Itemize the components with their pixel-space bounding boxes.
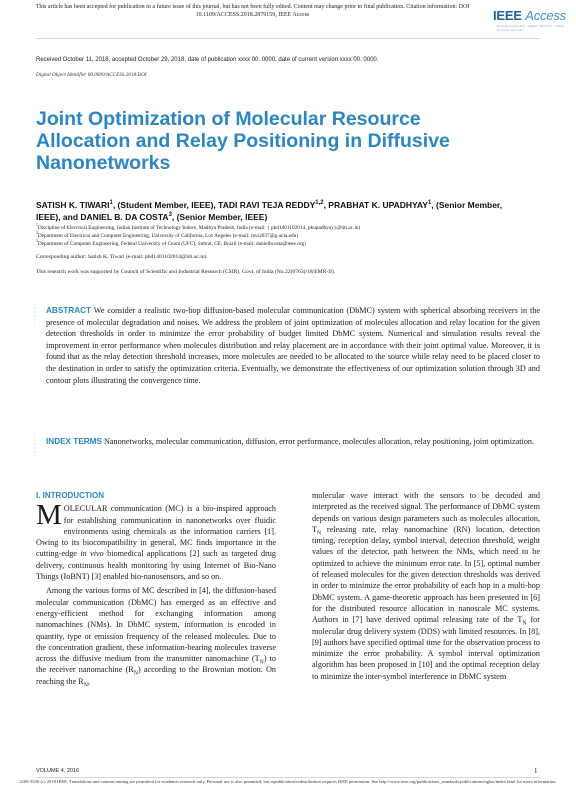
intro-emphasis: in vivo xyxy=(80,549,104,559)
right-column xyxy=(312,490,540,682)
affiliation-sup: 2 xyxy=(36,231,38,236)
subscript: N xyxy=(317,530,322,537)
intro-text: , xyxy=(87,676,90,686)
subscript: N xyxy=(83,682,88,689)
subscript: N xyxy=(259,659,264,666)
author-list xyxy=(36,199,506,223)
author-affil-sup: 3 xyxy=(168,212,172,219)
intro-text: biomedical applications [2] such as targeted drug delivery, continuous health monitoring by using Internet of Bio-Nano Things (IoBNT) [3] enabled bio-nanosensors, and so on. xyxy=(36,549,276,582)
abstract-heading: ABSTRACT xyxy=(46,306,92,315)
affiliation-text: Discipline of Electrical Engineering, Indian Institute of Technology Indore, Madhya Pradesh, India (e-mail: { phd1401102014, pkupadhyay}@iiti.ac.in) xyxy=(37,225,361,231)
intro-text: Among the various forms of MC described in [4], the diffusion-based molecular communication (DbMC) has emerged as an effective and energy-efficient method for exchanging information among nanomachines (NMs). In DbMC system, information is encoded in quantity, type or emission frequency of the released molecules. Due to the concentration gradient, these information-bearing molecules traverse across the diffusive medium from the transmitter nanomachine (T xyxy=(36,586,276,664)
abstract-text: We consider a realistic two-hop diffusion-based molecular communication (DbMC) system with spherical absorbing receivers in the presence of molecular degradation and noises. We address the problem of joint optimization of molecules allocation and relay location for the given detection thresholds in order to minimize the error probability of budget limited DbMC system. Numerical and simulation results reveal the improvement in error performance when molecules distribution and relay placement are in accordance with their joint optimal value. Moreover, it is found that as the relay detection threshold increases, more molecules are needed to be allocated to the source while relay need to be placed closer to the destination in order to satisfy the optimization criteria. Eventually, we demonstrate the effectiveness of our optimization solution through 3D and contour plots illustrating the convergence time. xyxy=(46,306,540,385)
index-terms xyxy=(46,436,540,448)
affiliation-sup: 1 xyxy=(36,223,38,228)
received-dates: Received October 11, 2018, accepted October 29, 2018, date of publication xxxx 00, 0000, date of current version xxxx 00, 0000. xyxy=(36,57,379,63)
volume-label: VOLUME 4, 2016 xyxy=(36,768,80,774)
affiliation-item xyxy=(36,240,536,248)
author-affil-sup: 1 xyxy=(109,200,113,207)
author-affil-sup: 1,2 xyxy=(315,200,324,207)
license-line2: http://www.ieee.org/publications_standards/publications/rights/index.html for more information. xyxy=(379,779,557,784)
index-dot-rule: • • • • • • xyxy=(34,434,36,458)
affiliation-item xyxy=(36,232,536,240)
preprint-notice-line2: 10.1109/ACCESS.2018.2879159, IEEE Access xyxy=(195,12,310,18)
abstract-dot-rule: • • • • • • xyxy=(34,302,36,326)
logo-ieee-text: IEEE xyxy=(493,8,522,23)
license-notice xyxy=(0,779,576,785)
paper-title: Joint Optimization of Molecular Resource Allocation and Relay Positioning in Diffusive Nanonetworks xyxy=(36,108,450,174)
intro-text: releasing rate, relay nanomachine (RN) location, detection timing, reception delay, symbol interval, detection threshold, weight values of the detector, path between the NMs, which need to be optimized to achieve the minimum error rate. In [5], optimal number of released molecules for the given detection thresholds was derived in order to minimize the error probability of each hop in a multi-hop DbMC system. A game-theoretic approach has been presented in [6] for the distributed resource allocation in nanoscale MC systems. Authors in [7] have derived optimal releasing rate of the T xyxy=(312,524,540,625)
funding-note: This research work was supported by Council of Scientific and Industrial Research (CSIR), Govt. of India (No.22(0763)/18/EMR-II). xyxy=(36,269,336,275)
intro-text: ) to the receiver nanomachine (R xyxy=(36,654,276,675)
license-line1: 2169-3536 (c) 2018 IEEE. Translations and content mining are permitted for academic research only. Personal use is also permitted, but republication/redistribution requires IEEE permission. See xyxy=(19,779,379,784)
author-affil-sup: 1 xyxy=(427,200,432,207)
intro-text: molecular wave interact with the sensors to be decoded and interpreted as the received signal. The performance of DbMC system depends on various design parameters such as molecules allocation, T xyxy=(312,491,540,534)
author-role: , xyxy=(323,200,329,210)
affiliation-text: Department of Electrical and Computer Engineering, University of California, Los Angeles (e-mail: ravi2037@g.ucla.edu) xyxy=(37,233,299,239)
author-role: , (Senior Member, IEEE), and xyxy=(36,200,503,222)
affiliation-item xyxy=(36,224,536,232)
preprint-notice-line1: This article has been accepted for publication in a future issue of this journal, but has not been fully edited. Content may change prior to final publication. Citation information: DOI xyxy=(35,4,470,10)
intro-paragraph-continued xyxy=(312,490,540,682)
drop-cap: M xyxy=(36,499,62,532)
intro-paragraph-2 xyxy=(36,585,276,687)
author-role: , (Senior Member, IEEE) xyxy=(171,212,268,222)
footer-divider xyxy=(36,777,540,778)
intro-text: OLECULAR communication (MC) is a bio-inspired approach for establishing communication in nanonetworks over fluidic environments using chemicals as the information carriers [1]. Owing to its biocompatibility in general, MC finds importance in the cutting-edge xyxy=(36,504,276,559)
doi-line: Digital Object Identifier 00.0000/ACCESS.2018.DOI xyxy=(36,72,147,78)
page-number: 1 xyxy=(534,767,538,775)
author-name: DANIEL B. DA COSTA xyxy=(80,212,169,222)
intro-text: for molecular drug delivery system (DDS) with limited resources. In [8], [9] authors have specified optimal time for the observation process to minimize the error probability. A symbol interval optimization algorithm has been proposed in [10] and the optimal reception delay to minimize the inter-symbol interference in DbMC system xyxy=(312,615,540,681)
left-column xyxy=(36,490,276,687)
author-name: PRABHAT K. UPADHYAY xyxy=(328,200,428,210)
preprint-notice xyxy=(0,3,505,19)
abstract xyxy=(46,305,540,386)
subscript: N xyxy=(522,620,527,627)
affiliation-text: Department of Computer Engineering, Federal University of Ceará (UFC), Sobral, CE, Brazil (e-mail: danielbcosta@ieee.org) xyxy=(37,241,306,247)
intro-text: ) according to the Brownian motion. On reaching the R xyxy=(36,665,277,686)
author-name: TADI RAVI TEJA REDDY xyxy=(218,200,316,210)
corresponding-author: Corresponding author: Satish K. Tiwari (e-mail: phd1401102014@iiti.ac.in). xyxy=(36,254,208,260)
index-terms-text: Nanonetworks, molecular communication, diffusion, error performance, molecules allocation, relay positioning, joint optimization. xyxy=(104,437,535,446)
journal-logo xyxy=(493,8,566,23)
author-role: , (Student Member, IEEE), xyxy=(112,200,219,210)
logo-tagline: Multidisciplinary : Rapid Review : Open Access Journal xyxy=(497,24,565,32)
intro-paragraph-1 xyxy=(36,499,276,582)
logo-access-text: Access xyxy=(525,8,566,23)
section-heading-introduction: I. INTRODUCTION xyxy=(36,491,104,500)
affiliation-sup: 3 xyxy=(36,239,38,244)
author-name: SATISH K. TIWARI xyxy=(36,200,110,210)
affiliations xyxy=(36,224,536,248)
index-terms-heading: INDEX TERMS xyxy=(46,437,102,446)
header-divider xyxy=(36,38,540,39)
subscript: N xyxy=(133,671,138,678)
